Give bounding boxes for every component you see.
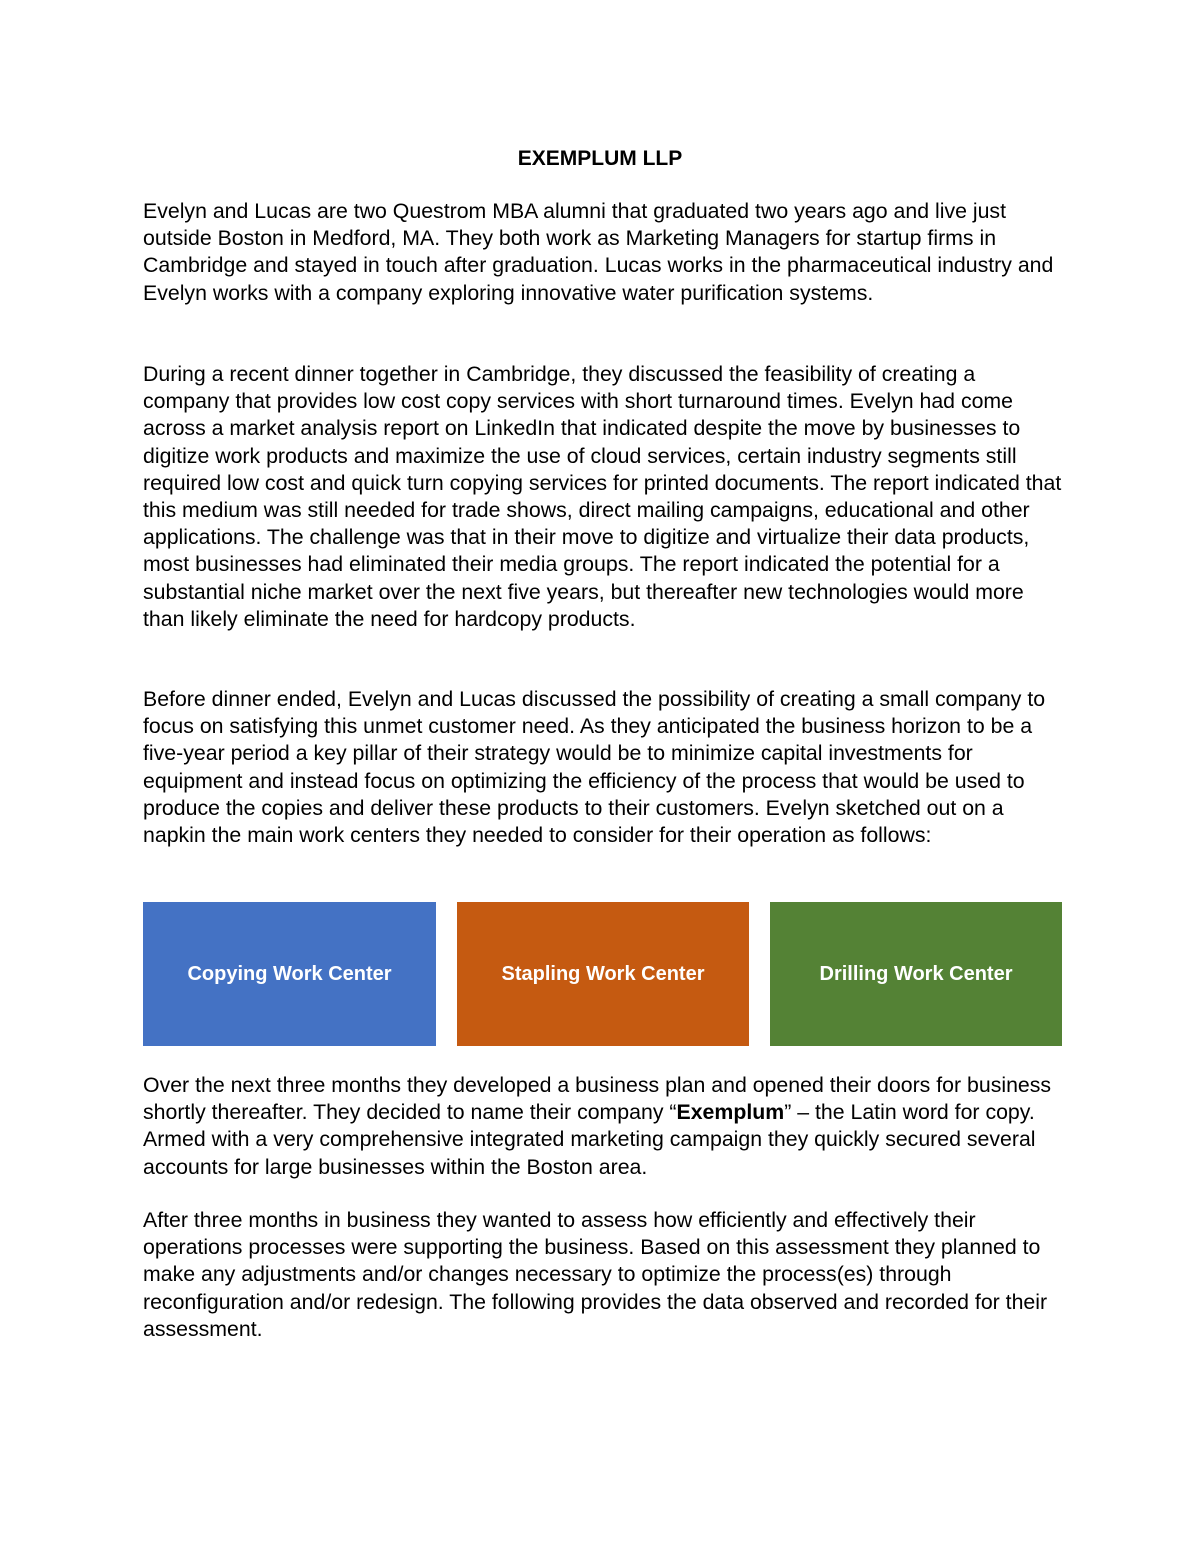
paragraph-business-plan-part-2: ” – the Latin word for copy. Armed with a very comprehensive integrated marketing campaign they quickly secured several accounts for large businesses within the Boston area. <box>143 1100 1036 1179</box>
work-center-diagram <box>143 902 1062 1046</box>
drilling-work-center-box <box>770 902 1062 1046</box>
copying-work-center-box <box>143 902 436 1046</box>
stapling-work-center-label: Stapling Work Center <box>501 962 705 985</box>
company-name-bold: Exemplum <box>676 1100 785 1125</box>
stapling-work-center-box <box>457 902 749 1046</box>
copying-work-center-label: Copying Work Center <box>187 962 392 985</box>
paragraph-business-plan <box>143 1072 1063 1181</box>
paragraph-business-plan-part-1: Over the next three months they developed a business plan and opened their doors for business shortly thereafter. They decided to name their company “ <box>143 1073 1052 1125</box>
paragraph-dinner-discussion: During a recent dinner together in Cambridge, they discussed the feasibility of creating a company that provides low cost copy services with short turnaround times. Evelyn had come across a market analysis report on LinkedIn that indicated despite the move by businesses to digitize work products and maximize the use of cloud services, certain industry segments still required low cost and quick turn copying services for printed documents. The report indicated that this medium was still needed for trade shows, direct mailing campaigns, educational and other applications. The challenge was that in their move to digitize and virtualize their data products, most businesses had eliminated their media groups. The report indicated the potential for a substantial niche market over the next five years, but thereafter new technologies would more than likely eliminate the need for hardcopy products. <box>143 362 1062 631</box>
document-title: EXEMPLUM LLP <box>517 147 683 170</box>
paragraph-assessment: After three months in business they wanted to assess how efficiently and effectively their operations processes were supporting the business. Based on this assessment they planned to make any adjustments and/or changes necessary to optimize the process(es) through reconfiguration and/or redesign. The following provides the data observed and recorded for their assessment. <box>143 1208 1048 1341</box>
paragraph-work-centers: Before dinner ended, Evelyn and Lucas discussed the possibility of creating a small company to focus on satisfying this unmet customer need. As they anticipated the business horizon to be a five-year period a key pillar of their strategy would be to minimize capital investments for equipment and instead focus on optimizing the efficiency of the process that would be used to produce the copies and deliver these products to their customers. Evelyn sketched out on a napkin the main work centers they needed to consider for their operation as follows: <box>143 687 1046 848</box>
drilling-work-center-label: Drilling Work Center <box>819 962 1013 985</box>
paragraph-intro: Evelyn and Lucas are two Questrom MBA alumni that graduated two years ago and live just outside Boston in Medford, MA. They both work as Marketing Managers for startup firms in Cambridge and stayed in touch after graduation. Lucas works in the pharmaceutical industry and Evelyn works with a company exploring innovative water purification systems. <box>143 199 1054 305</box>
